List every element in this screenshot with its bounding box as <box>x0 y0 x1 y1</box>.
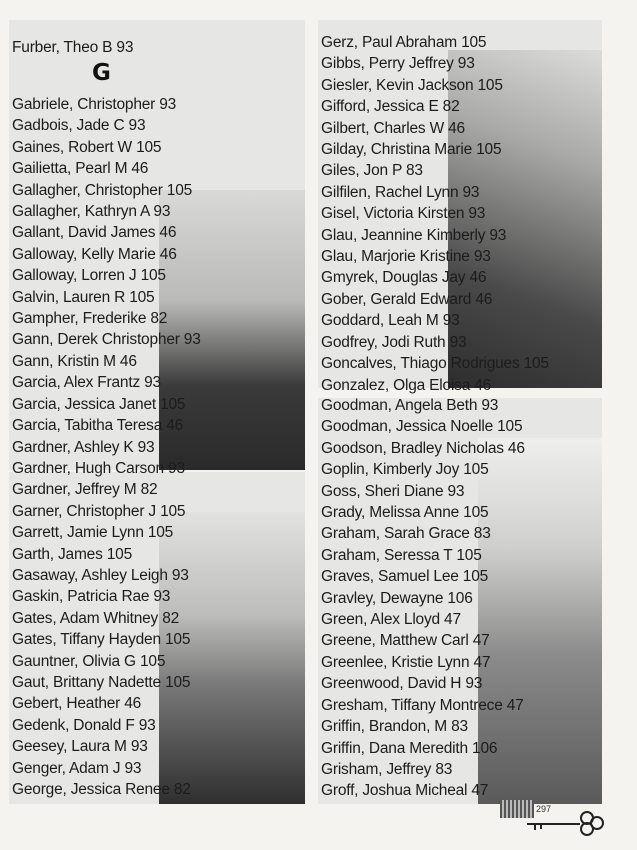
list-item: Garrett, Jamie Lynn 105 <box>12 524 174 542</box>
list-item: Grady, Melissa Anne 105 <box>321 504 489 522</box>
list-item: Gilfilen, Rachel Lynn 93 <box>321 183 480 201</box>
list-item: Glau, Marjorie Kristine 93 <box>321 248 491 266</box>
list-item: Gallant, David James 46 <box>12 224 177 242</box>
list-item: Goodson, Bradley Nicholas 46 <box>321 439 525 457</box>
list-item: Gedenk, Donald F 93 <box>12 716 156 734</box>
list-item: Galvin, Lauren R 105 <box>12 288 155 306</box>
list-item: Gonzalez, Olga Eloisa 46 <box>321 376 492 394</box>
list-item: Gann, Kristin M 46 <box>12 352 137 370</box>
right-name-list <box>321 32 549 396</box>
list-item: Grisham, Jeffrey 83 <box>321 760 453 778</box>
list-item: Gaut, Brittany Nadette 105 <box>12 673 191 691</box>
list-item: Griffin, Brandon, M 83 <box>321 718 468 736</box>
list-item: Gardner, Hugh Carson 93 <box>12 459 185 477</box>
list-item: Gmyrek, Douglas Jay 46 <box>321 269 487 287</box>
list-item: Griffin, Dana Meredith 106 <box>321 739 498 757</box>
list-item: Green, Alex Lloyd 47 <box>321 611 461 629</box>
list-item: Garner, Christopher J 105 <box>12 502 186 520</box>
list-item: Gibbs, Perry Jeffrey 93 <box>321 55 475 73</box>
list-item: Goodman, Angela Beth 93 <box>321 397 499 414</box>
list-item: Greenwood, David H 93 <box>321 675 483 693</box>
list-item: Greenlee, Kristie Lynn 47 <box>321 653 491 671</box>
list-item: Gardner, Jeffrey M 82 <box>12 481 158 499</box>
list-item: Gann, Derek Christopher 93 <box>12 331 201 349</box>
list-item: Gallagher, Kathryn A 93 <box>12 203 171 221</box>
list-item: Geesey, Laura M 93 <box>12 738 148 756</box>
list-item: Goplin, Kimberly Joy 105 <box>321 461 489 479</box>
list-item: Garcia, Tabitha Teresa 46 <box>12 417 184 435</box>
list-item: Goncalves, Thiago Rodrigues 105 <box>321 355 549 373</box>
list-item: Garth, James 105 <box>12 545 132 563</box>
list-item: Gates, Tiffany Hayden 105 <box>12 631 191 649</box>
list-item: Gabriele, Christopher 93 <box>12 96 177 113</box>
list-item: Furber, Theo B 93 <box>12 39 134 56</box>
list-item: Graham, Seressa T 105 <box>321 546 482 564</box>
list-item: Galloway, Lorren J 105 <box>12 267 166 285</box>
list-item: Gates, Adam Whitney 82 <box>12 609 180 627</box>
list-item: Groff, Joshua Micheal 47 <box>321 782 489 800</box>
list-item: Garcia, Jessica Janet 105 <box>12 395 186 413</box>
list-item: Graham, Sarah Grace 83 <box>321 525 491 543</box>
list-item: Gampher, Frederike 82 <box>12 310 168 328</box>
list-item: Gifford, Jessica E 82 <box>321 98 460 116</box>
list-item: Goddard, Leah M 93 <box>321 312 460 330</box>
list-item: Gresham, Tiffany Montrece 47 <box>321 696 524 714</box>
list-item: Gisel, Victoria Kirsten 93 <box>321 205 486 223</box>
list-item: Gaskin, Patricia Rae 93 <box>12 588 171 606</box>
list-item: Garcia, Alex Frantz 93 <box>12 374 161 392</box>
left-name-list <box>12 94 201 800</box>
list-item: Genger, Adam J 93 <box>12 759 142 777</box>
list-item: Gadbois, Jade C 93 <box>12 117 146 135</box>
list-item: Gravley, Dewayne 106 <box>321 589 473 607</box>
section-letter-heading: G <box>92 60 111 86</box>
list-item: Giesler, Kevin Jackson 105 <box>321 76 503 94</box>
list-item: George, Jessica Renee 82 <box>12 781 191 798</box>
list-item: Galloway, Kelly Marie 46 <box>12 245 177 263</box>
list-item: Gebert, Heather 46 <box>12 695 142 713</box>
page-number: 297 <box>536 804 552 814</box>
left-top-list <box>12 37 133 58</box>
list-item: Gasaway, Ashley Leigh 93 <box>12 566 189 584</box>
key-icon <box>525 810 605 836</box>
list-item: Gober, Gerald Edward 46 <box>321 290 493 308</box>
list-item: Godfrey, Jodi Ruth 93 <box>321 333 467 351</box>
list-item: Goss, Sheri Diane 93 <box>321 482 465 500</box>
list-item: Goodman, Jessica Noelle 105 <box>321 418 523 436</box>
list-item: Graves, Samuel Lee 105 <box>321 568 489 586</box>
right-name-list-lower <box>321 395 525 802</box>
list-item: Greene, Matthew Carl 47 <box>321 632 490 650</box>
list-item: Gerz, Paul Abraham 105 <box>321 34 487 51</box>
list-item: Gallagher, Christopher 105 <box>12 181 193 199</box>
list-item: Gilbert, Charles W 46 <box>321 119 465 137</box>
list-item: Gailietta, Pearl M 46 <box>12 160 149 178</box>
list-item: Glau, Jeannine Kimberly 93 <box>321 226 507 244</box>
list-item: Gaines, Robert W 105 <box>12 138 162 156</box>
list-item: Gilday, Christina Marie 105 <box>321 141 502 159</box>
list-item: Gardner, Ashley K 93 <box>12 438 155 456</box>
list-item: Giles, Jon P 83 <box>321 162 423 180</box>
list-item: Gauntner, Olivia G 105 <box>12 652 166 670</box>
